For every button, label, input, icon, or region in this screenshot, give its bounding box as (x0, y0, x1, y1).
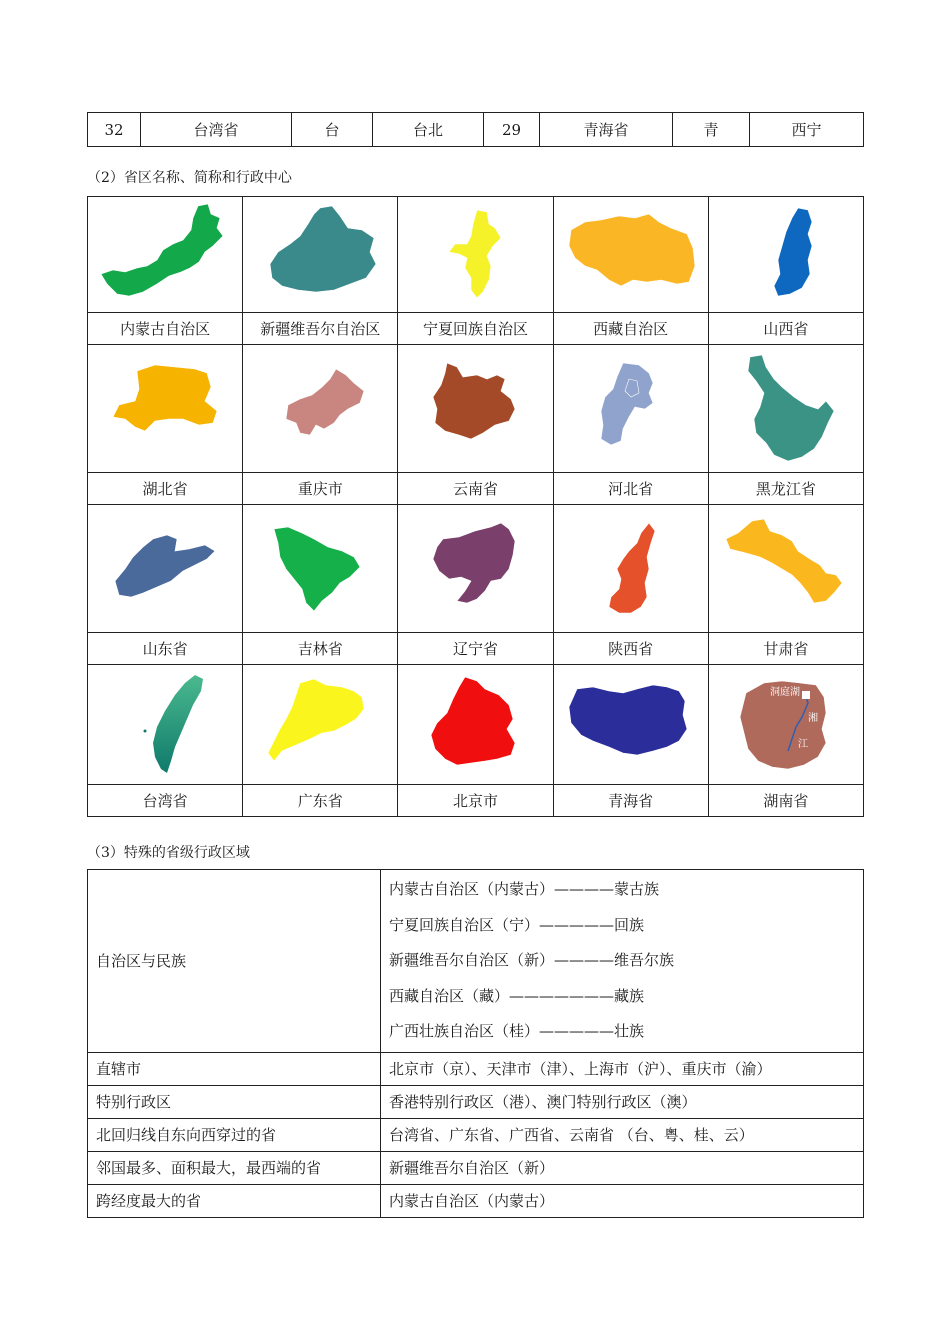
yunnan-map-icon (405, 349, 545, 469)
map-cell (398, 197, 553, 313)
map-cell (243, 665, 398, 785)
map-cell (88, 505, 243, 633)
map-label: 吉林省 (243, 633, 398, 665)
map-label: 台湾省 (88, 785, 243, 817)
table-cell: 台湾省 (141, 113, 292, 147)
map-label: 陕西省 (553, 633, 708, 665)
map-label: 青海省 (553, 785, 708, 817)
tibet-map-icon (561, 200, 701, 310)
list-item: 西藏自治区（藏）———————藏族 (389, 986, 645, 1005)
map-cell (398, 665, 553, 785)
map-cell (553, 197, 708, 313)
map-cell (243, 197, 398, 313)
map-cell (708, 505, 863, 633)
hunan-annotation-xiang: 湘 (807, 712, 818, 724)
row-title: 邻国最多、面积最大，最西端的省 (88, 1151, 381, 1184)
map-label: 重庆市 (243, 473, 398, 505)
table-row (88, 1151, 864, 1184)
map-row (88, 197, 864, 313)
beijing-map-icon (405, 669, 545, 781)
map-row (88, 345, 864, 473)
map-cell (243, 345, 398, 473)
heilongjiang-map-icon (716, 349, 856, 469)
row-value: 内蒙古自治区（内蒙古） (381, 1184, 864, 1217)
row-value: 新疆维吾尔自治区（新） (381, 1151, 864, 1184)
label-row (88, 473, 864, 505)
row-title: 北回归线自东向西穿过的省 (88, 1118, 381, 1151)
map-label: 内蒙古自治区 (88, 313, 243, 345)
row-title: 特别行政区 (88, 1085, 381, 1118)
row-value: 香港特别行政区（港）、澳门特别行政区（澳） (381, 1085, 864, 1118)
row-title: 直辖市 (88, 1052, 381, 1085)
liaoning-map-icon (405, 509, 545, 629)
map-cell (398, 345, 553, 473)
autonomous-list (381, 870, 864, 1053)
map-cell (88, 197, 243, 313)
ningxia-map-icon (405, 200, 545, 310)
jilin-map-icon (250, 509, 390, 629)
map-cell (243, 505, 398, 633)
row-value: 台湾省、广东省、广西省、云南省 （台、粤、桂、云） (381, 1118, 864, 1151)
section-heading: （3）特殊的省级行政区域 (87, 845, 250, 861)
map-label: 黑龙江省 (708, 473, 863, 505)
map-label: 宁夏回族自治区 (398, 313, 553, 345)
table-row (88, 1184, 864, 1217)
table-row (88, 1085, 864, 1118)
xinjiang-map-icon (250, 200, 390, 310)
map-label: 广东省 (243, 785, 398, 817)
shanxi-map-icon (716, 200, 856, 310)
gansu-map-icon (716, 509, 856, 629)
table-row (88, 1118, 864, 1151)
chongqing-map-icon (250, 349, 390, 469)
hunan-annotation-lake: 洞庭湖 (769, 686, 800, 698)
map-cell (88, 345, 243, 473)
label-row (88, 785, 864, 817)
province-map-table (87, 196, 864, 817)
map-label: 河北省 (553, 473, 708, 505)
map-cell (553, 345, 708, 473)
table-cell: 西宁 (750, 113, 864, 147)
list-item: 内蒙古自治区（内蒙古）————蒙古族 (389, 880, 660, 898)
map-cell (398, 505, 553, 633)
row-title: 跨经度最大的省 (88, 1184, 381, 1217)
list-item: 宁夏回族自治区（宁）—————回族 (389, 915, 645, 934)
guangdong-map-icon (250, 669, 390, 781)
map-label: 山西省 (708, 313, 863, 345)
province-code-table (87, 112, 864, 147)
row-value: 北京市（京）、天津市（津）、上海市（沪）、重庆市（渝） (381, 1052, 864, 1085)
map-cell (708, 197, 863, 313)
label-row (88, 313, 864, 345)
map-label: 北京市 (398, 785, 553, 817)
hunan-annotation-jiang: 江 (797, 738, 808, 750)
map-cell (553, 505, 708, 633)
map-row (88, 505, 864, 633)
map-label: 新疆维吾尔自治区 (243, 313, 398, 345)
map-row (88, 665, 864, 785)
map-label: 山东省 (88, 633, 243, 665)
row-title: 自治区与民族 (88, 870, 381, 1053)
special-regions-table (87, 869, 864, 1218)
map-cell (708, 345, 863, 473)
table-cell: 台 (292, 113, 373, 147)
label-row (88, 633, 864, 665)
map-cell (553, 665, 708, 785)
map-label: 云南省 (398, 473, 553, 505)
table-cell: 青 (673, 113, 750, 147)
table-row (88, 1052, 864, 1085)
list-item: 新疆维吾尔自治区（新）————维吾尔族 (389, 951, 675, 969)
map-cell (88, 665, 243, 785)
table-cell: 32 (88, 113, 141, 147)
list-item: 广西壮族自治区（桂）—————壮族 (389, 1022, 645, 1040)
map-label: 甘肃省 (708, 633, 863, 665)
table-row (88, 113, 864, 147)
taiwan-map-icon (95, 669, 235, 781)
hebei-map-icon (561, 349, 701, 469)
qinghai-map-icon (561, 669, 701, 781)
table-cell: 29 (484, 113, 540, 147)
map-label: 西藏自治区 (553, 313, 708, 345)
table-row (88, 870, 864, 1053)
shaanxi-map-icon (561, 509, 701, 629)
map-cell (708, 665, 863, 785)
inner-mongolia-map-icon (95, 200, 235, 310)
map-label: 湖南省 (708, 785, 863, 817)
map-label: 辽宁省 (398, 633, 553, 665)
hubei-map-icon (95, 349, 235, 469)
map-label: 湖北省 (88, 473, 243, 505)
table-cell: 台北 (373, 113, 484, 147)
shandong-map-icon (95, 509, 235, 629)
section-heading: （2）省区名称、简称和行政中心 (87, 170, 292, 186)
hunan-map-icon (716, 669, 856, 781)
table-cell: 青海省 (540, 113, 673, 147)
